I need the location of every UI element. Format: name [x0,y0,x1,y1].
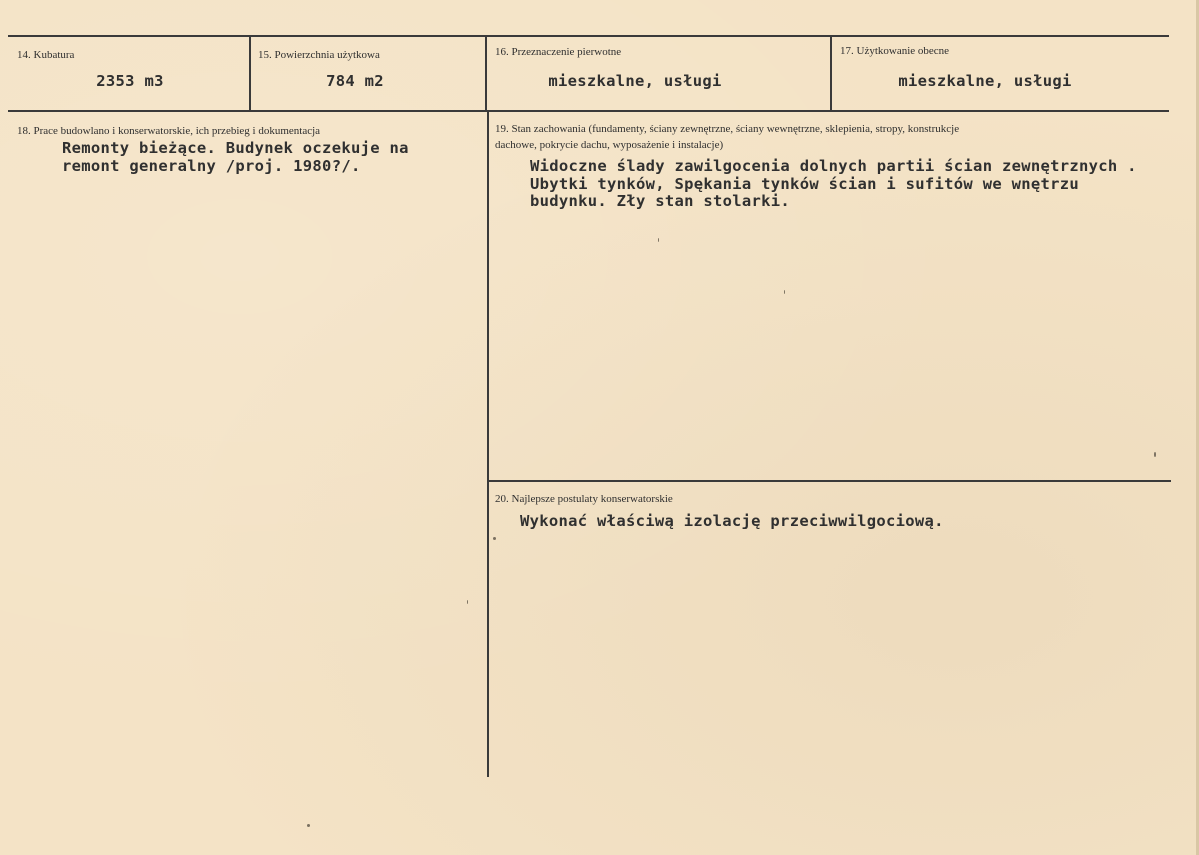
top-rule [8,35,1169,37]
lower-right-rule [487,480,1171,482]
field-16-value: mieszkalne, usługi [548,72,722,90]
field-20-label: 20. Najlepsze postulaty konserwatorskie [495,493,673,505]
field-14-label: 14. Kubatura [17,49,75,61]
field-19-line-3: budynku. Zły stan stolarki. [530,192,791,210]
field-18-line-2: remont generalny /proj. 1980?/. [62,157,361,175]
field-16-label: 16. Przeznaczenie pierwotne [495,46,622,58]
paper-speck [467,600,468,604]
middle-rule [8,110,1169,112]
paper-speck [784,290,785,294]
paper-speck [1154,452,1156,457]
divider-18-19 [487,111,489,777]
field-20-value: Wykonać właściwą izolację przeciwwilgociową. [520,512,944,530]
field-18-label: 18. Prace budowlano i konserwatorskie, ich przebieg i dokumentacja [17,125,321,137]
paper-speck [307,824,310,827]
field-19-line-1: Widoczne ślady zawilgocenia dolnych partii ścian zewnętrznych . [530,157,1137,175]
field-19-label-line-2: dachowe, pokrycie dachu, wyposażenie i instalacje) [495,139,724,151]
paper-speck [658,238,659,242]
field-15-label: 15. Powierzchnia użytkowa [258,49,380,61]
divider-16-17 [830,36,832,111]
field-17-label: 17. Użytkowanie obecne [840,45,950,57]
paper-speck [493,537,496,540]
field-15-value: 784 m2 [326,72,384,90]
divider-15-16 [485,36,487,111]
divider-14-15 [249,36,251,111]
field-18-line-1: Remonty bieżące. Budynek oczekuje na [62,139,409,157]
field-19-label-line-1: 19. Stan zachowania (fundamenty, ściany zewnętrzne, ściany wewnętrzne, sklepienia, stropy, konstrukcje [495,123,960,135]
field-19-line-2: Ubytki tynków, Spękania tynków ścian i sufitów we wnętrzu [530,175,1080,193]
field-17-value: mieszkalne, usługi [898,72,1072,90]
field-14-value: 2353 m3 [96,72,164,90]
